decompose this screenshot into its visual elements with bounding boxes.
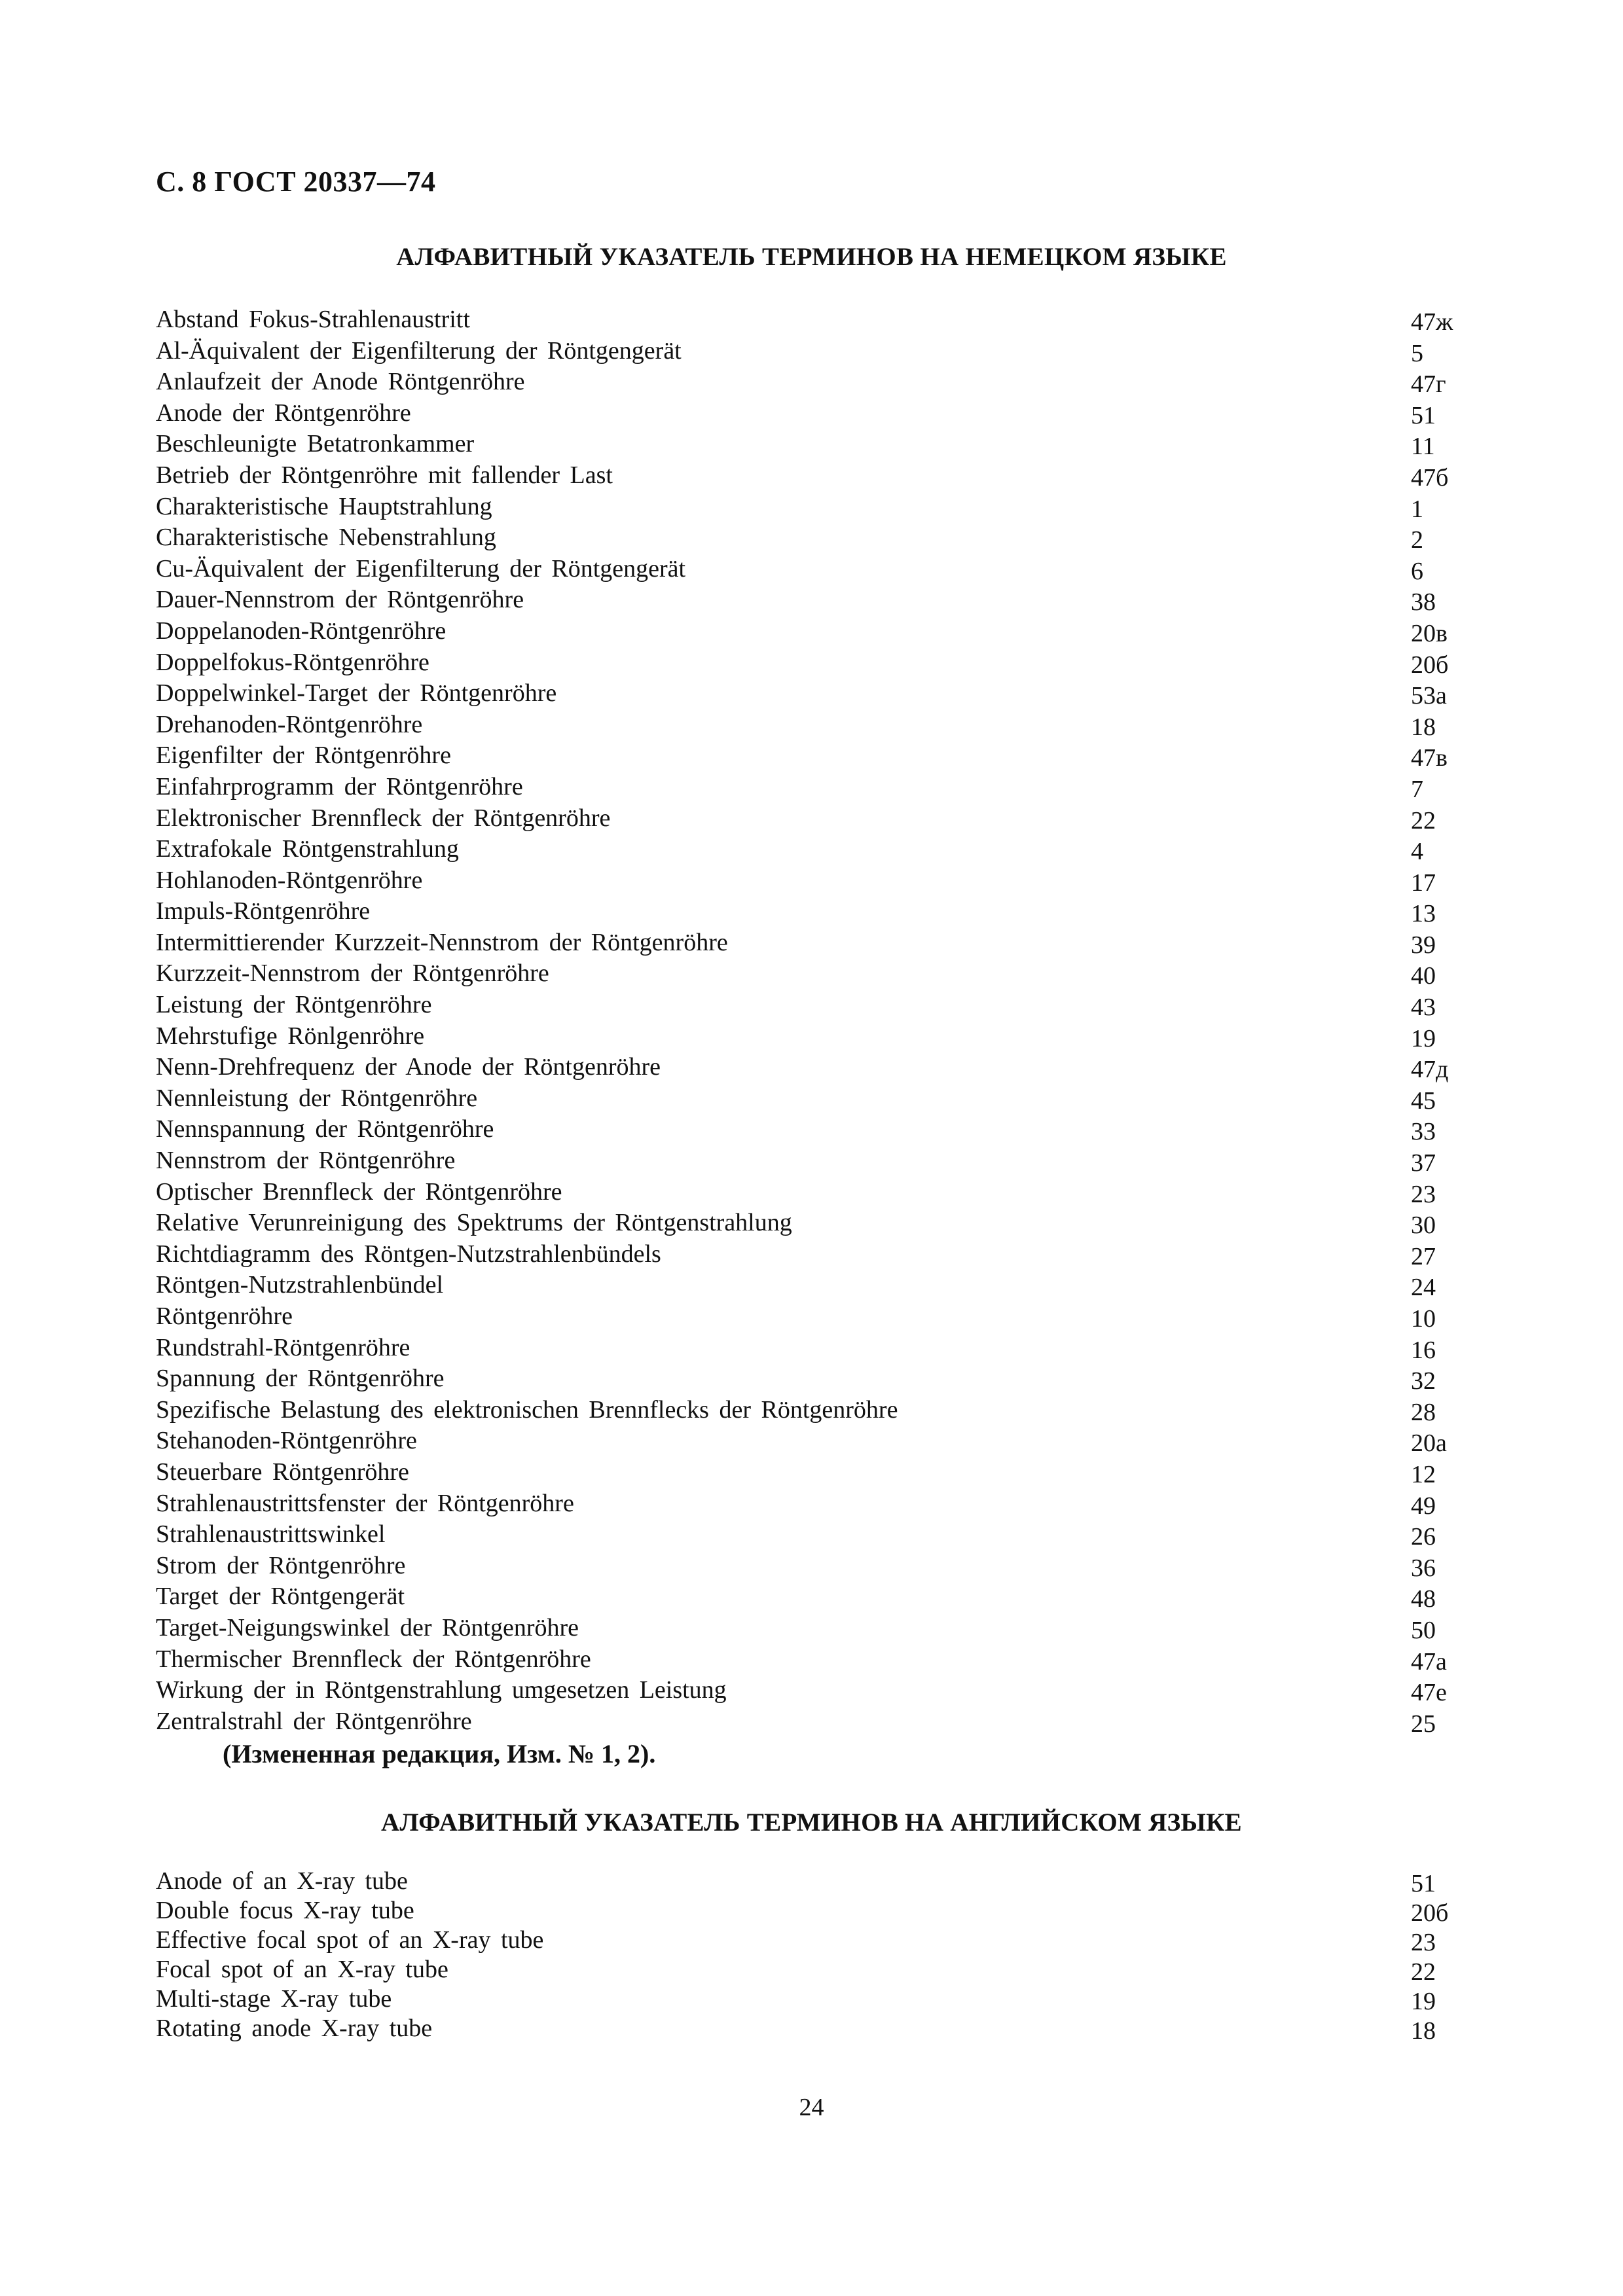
index-term: Doppelfokus-Röntgenröhre	[156, 648, 429, 676]
index-ref-number: 45	[1411, 1086, 1436, 1115]
index-term: Doppelanoden-Röntgenröhre	[156, 617, 447, 645]
index-term: Zentralstrahl der Röntgenröhre	[156, 1707, 472, 1735]
index-ref-number: 33	[1411, 1118, 1436, 1146]
index-entry	[156, 1208, 1472, 1239]
index-term: Nenn-Drehfrequenz der Anode der Röntgenröhre	[156, 1053, 661, 1081]
index-entry	[156, 1052, 1472, 1083]
index-ref-number: 26	[1411, 1523, 1436, 1551]
index-ref-number: 12	[1411, 1460, 1436, 1488]
index-entry	[156, 1644, 1472, 1676]
english-index-list	[156, 1867, 1472, 2043]
index-entry	[156, 460, 1472, 492]
index-term: Richtdiagramm des Röntgen-Nutzstrahlenbündels	[156, 1240, 661, 1268]
german-index-list	[156, 304, 1472, 1737]
amendment-note: (Измененная редакция, Изм. № 1, 2).	[223, 1739, 656, 1768]
index-ref-number: 47б	[1411, 463, 1449, 492]
index-term: Strahlenaustrittswinkel	[156, 1520, 386, 1549]
index-entry	[156, 647, 1472, 679]
index-ref-number: 30	[1411, 1211, 1436, 1240]
index-ref-number: 28	[1411, 1398, 1436, 1426]
index-ref-number: 47г	[1411, 370, 1446, 399]
index-term: Multi-stage X-ray tube	[156, 1985, 392, 2013]
index-ref-number: 20а	[1411, 1429, 1447, 1458]
index-term: Nennstrom der Röntgenröhre	[156, 1147, 456, 1175]
index-ref-number: 53а	[1411, 682, 1447, 710]
index-entry	[156, 1984, 1472, 2014]
index-ref-number: 22	[1411, 806, 1436, 834]
index-entry	[156, 304, 1472, 336]
index-entry	[156, 1955, 1472, 1984]
index-ref-number: 49	[1411, 1492, 1436, 1520]
index-ref-number: 13	[1411, 900, 1436, 928]
index-ref-number: 47е	[1411, 1679, 1447, 1707]
index-ref-number: 17	[1411, 869, 1436, 897]
index-entry	[156, 678, 1472, 709]
index-term: Rotating anode X-ray tube	[156, 2015, 433, 2042]
index-term: Rundstrahl-Röntgenröhre	[156, 1333, 410, 1361]
index-entry	[156, 1270, 1472, 1301]
index-entry	[156, 336, 1472, 367]
index-entry	[156, 1706, 1472, 1738]
index-entry	[156, 1675, 1472, 1706]
index-term: Einfahrprogramm der Röntgenröhre	[156, 772, 523, 800]
index-ref-number: 24	[1411, 1274, 1436, 1302]
index-term: Effective focal spot of an X-ray tube	[156, 1926, 544, 1954]
index-term: Thermischer Brennfleck der Röntgenröhre	[156, 1645, 591, 1673]
index-term: Optischer Brennfleck der Röntgenröhre	[156, 1177, 562, 1206]
index-ref-number: 47ж	[1411, 308, 1453, 336]
index-entry	[156, 958, 1472, 990]
index-term: Röntgen-Nutzstrahlenbündel	[156, 1271, 444, 1299]
index-ref-number: 40	[1411, 962, 1436, 990]
index-term: Steuerbare Röntgenröhre	[156, 1458, 409, 1486]
index-ref-number: 18	[1411, 713, 1436, 741]
index-entry	[156, 927, 1472, 959]
index-entry	[156, 616, 1472, 647]
index-entry	[156, 1114, 1472, 1145]
index-term: Impuls-Röntgenröhre	[156, 897, 371, 925]
index-term: Nennleistung der Röntgenröhre	[156, 1084, 478, 1112]
index-entry	[156, 1613, 1472, 1644]
index-term: Target-Neigungswinkel der Röntgenröhre	[156, 1613, 579, 1641]
german-index-title: АЛФАВИТНЫЙ УКАЗАТЕЛЬ ТЕРМИНОВ НА НЕМЕЦКОМ ЯЗЫКЕ	[396, 243, 1227, 271]
index-entry	[156, 1926, 1472, 1955]
index-ref-number: 20в	[1411, 619, 1448, 647]
index-term: Extrafokale Röntgenstrahlung	[156, 835, 459, 863]
index-term: Anode der Röntgenröhre	[156, 399, 411, 427]
index-term: Elektronischer Brennfleck der Röntgenröhre	[156, 804, 611, 832]
index-ref-number: 2	[1411, 526, 1423, 554]
index-term: Charakteristische Hauptstrahlung	[156, 492, 492, 520]
index-ref-number: 27	[1411, 1242, 1436, 1270]
index-ref-number: 23	[1411, 1180, 1436, 1208]
index-entry	[156, 1488, 1472, 1520]
index-ref-number: 43	[1411, 994, 1436, 1022]
index-entry	[156, 740, 1472, 772]
index-term: Cu-Äquivalent der Eigenfilterung der Röntgengerät	[156, 554, 686, 583]
index-ref-number: 22	[1411, 1958, 1436, 1986]
index-ref-number: 18	[1411, 2017, 1436, 2045]
index-term: Kurzzeit-Nennstrom der Röntgenröhre	[156, 960, 549, 988]
index-entry	[156, 834, 1472, 865]
index-ref-number: 37	[1411, 1149, 1436, 1177]
index-ref-number: 38	[1411, 588, 1436, 617]
index-term: Strom der Röntgenröhre	[156, 1551, 406, 1579]
index-term: Target der Röntgengerät	[156, 1583, 405, 1611]
index-entry	[156, 554, 1472, 585]
index-term: Betrieb der Röntgenröhre mit fallender Last	[156, 461, 613, 489]
index-term: Focal spot of an X-ray tube	[156, 1956, 448, 1983]
index-entry	[156, 2014, 1472, 2043]
index-entry	[156, 1333, 1472, 1364]
index-ref-number: 48	[1411, 1585, 1436, 1613]
index-ref-number: 5	[1411, 339, 1423, 367]
index-entry	[156, 896, 1472, 927]
index-term: Spannung der Röntgenröhre	[156, 1365, 445, 1393]
index-ref-number: 50	[1411, 1616, 1436, 1644]
index-ref-number: 47а	[1411, 1647, 1447, 1676]
index-entry	[156, 1581, 1472, 1613]
index-entry	[156, 1395, 1472, 1426]
index-term: Spezifische Belastung des elektronischen Brennflecks der Röntgenröhre	[156, 1395, 898, 1424]
index-entry	[156, 1239, 1472, 1270]
index-entry	[156, 1301, 1472, 1333]
index-entry	[156, 1867, 1472, 1896]
index-term: Drehanoden-Röntgenröhre	[156, 710, 423, 738]
index-term: Wirkung der in Röntgenstrahlung umgesetzen Leistung	[156, 1676, 727, 1704]
index-ref-number: 19	[1411, 1988, 1436, 2015]
index-ref-number: 39	[1411, 931, 1436, 959]
index-term: Double focus X-ray tube	[156, 1897, 414, 1924]
index-ref-number: 19	[1411, 1024, 1436, 1052]
index-entry	[156, 398, 1472, 429]
index-ref-number: 10	[1411, 1305, 1436, 1333]
index-entry	[156, 1145, 1472, 1177]
index-ref-number: 51	[1411, 401, 1436, 429]
index-ref-number: 1	[1411, 495, 1423, 523]
index-entry	[156, 522, 1472, 554]
index-term: Strahlenaustrittsfenster der Röntgenröhre	[156, 1489, 574, 1517]
index-ref-number: 6	[1411, 557, 1423, 585]
index-ref-number: 25	[1411, 1710, 1436, 1738]
index-ref-number: 20б	[1411, 1899, 1449, 1927]
index-entry	[156, 1519, 1472, 1551]
index-entry	[156, 1896, 1472, 1926]
index-term: Al-Äquivalent der Eigenfilterung der Röntgengerät	[156, 336, 682, 365]
index-term: Nennspannung der Röntgenröhre	[156, 1115, 494, 1143]
index-ref-number: 47д	[1411, 1056, 1449, 1084]
index-ref-number: 11	[1411, 433, 1435, 461]
index-ref-number: 32	[1411, 1367, 1436, 1395]
index-term: Stehanoden-Röntgenröhre	[156, 1427, 417, 1455]
index-entry	[156, 1177, 1472, 1208]
index-entry	[156, 772, 1472, 803]
index-entry	[156, 429, 1472, 460]
index-ref-number: 51	[1411, 1870, 1436, 1897]
index-term: Anode of an X-ray tube	[156, 1867, 408, 1895]
index-ref-number: 16	[1411, 1336, 1436, 1364]
index-term: Dauer-Nennstrom der Röntgenröhre	[156, 586, 524, 614]
index-term: Mehrstufige Rönlgenröhre	[156, 1022, 425, 1050]
index-entry	[156, 1083, 1472, 1115]
index-term: Anlaufzeit der Anode Röntgenröhre	[156, 368, 525, 396]
index-ref-number: 7	[1411, 775, 1423, 803]
english-index-title: АЛФАВИТНЫЙ УКАЗАТЕЛЬ ТЕРМИНОВ НА АНГЛИЙСКОМ ЯЗЫКЕ	[380, 1808, 1242, 1837]
index-entry	[156, 803, 1472, 834]
index-term: Charakteristische Nebenstrahlung	[156, 524, 496, 552]
index-ref-number: 20б	[1411, 651, 1449, 679]
index-term: Leistung der Röntgenröhre	[156, 991, 432, 1019]
index-entry	[156, 709, 1472, 741]
index-term: Relative Verunreinigung des Spektrums der Röntgenstrahlung	[156, 1209, 792, 1237]
index-entry	[156, 990, 1472, 1021]
index-entry	[156, 1021, 1472, 1052]
index-ref-number: 4	[1411, 838, 1423, 866]
index-term: Röntgenröhre	[156, 1302, 293, 1330]
index-entry	[156, 367, 1472, 398]
page-header: С. 8 ГОСТ 20337—74	[156, 166, 436, 198]
index-term: Abstand Fokus-Strahlenaustritt	[156, 306, 470, 333]
index-entry	[156, 865, 1472, 897]
index-term: Beschleunigte Betatronkammer	[156, 430, 475, 458]
index-entry	[156, 1426, 1472, 1457]
index-ref-number: 36	[1411, 1554, 1436, 1582]
index-entry	[156, 1551, 1472, 1582]
index-term: Hohlanoden-Röntgenröhre	[156, 866, 423, 894]
index-term: Doppelwinkel-Target der Röntgenröhre	[156, 679, 557, 708]
index-entry	[156, 584, 1472, 616]
index-entry	[156, 1457, 1472, 1488]
page-number: 24	[799, 2094, 824, 2121]
index-ref-number: 47в	[1411, 744, 1448, 772]
index-ref-number: 23	[1411, 1929, 1436, 1956]
index-term: Eigenfilter der Röntgenröhre	[156, 742, 451, 770]
index-entry	[156, 1363, 1472, 1395]
index-entry	[156, 492, 1472, 523]
index-term: Intermittierender Kurzzeit-Nennstrom der Röntgenröhre	[156, 928, 728, 956]
